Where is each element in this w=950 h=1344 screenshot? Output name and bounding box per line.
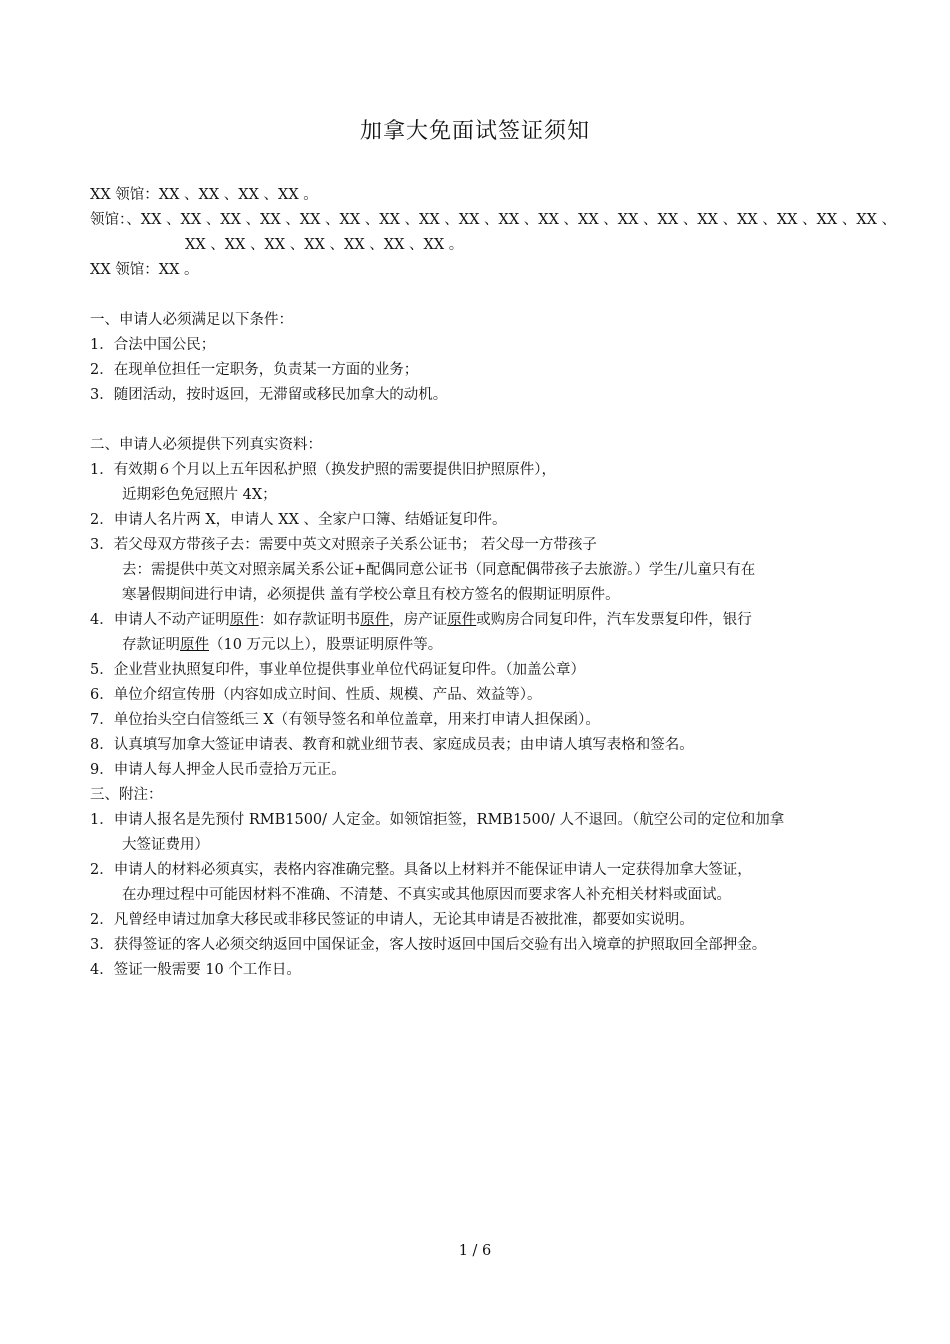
consulate-line: XX 领馆：XX 、XX 、XX 、XX 。	[90, 187, 318, 203]
list-item-continuation: 大签证费用）	[122, 837, 209, 853]
list-item: 2．申请人的材料必须真实，表格内容准确完整。具备以上材料并不能保证申请人一定获得加拿大签证，	[90, 862, 752, 878]
list-item-continuation: 寒暑假期间进行申请，必须提供 盖有学校公章且有校方签名的假期证明原件。	[122, 587, 620, 603]
list-item: 7．单位抬头空白信签纸三 X（有领导签名和单位盖章，用来打申请人担保函）。	[90, 712, 600, 728]
list-item-continuation: 去：需提供中英文对照亲属关系公证+配偶同意公证书（同意配偶带孩子去旅游。）学生/儿童只有在	[122, 562, 756, 578]
list-item: 8．认真填写加拿大签证申请表、教育和就业细节表、家庭成员表；由申请人填写表格和签名。	[90, 737, 694, 753]
list-item: 1．有效期６个月以上五年因私护照（换发护照的需要提供旧护照原件），	[90, 462, 556, 478]
list-item-continuation: 近期彩色免冠照片 4X；	[122, 487, 277, 503]
consulate-line: XX 、XX 、XX 、XX 、XX 、XX 、XX 。	[185, 237, 464, 253]
list-item-continuation	[90, 633, 870, 658]
list-item: 1．合法中国公民；	[90, 337, 216, 353]
list-item: 5．企业营业执照复印件，事业单位提供事业单位代码证复印件。（加盖公章）	[90, 662, 585, 678]
underlined-text: 原件	[447, 612, 477, 628]
list-item: 2．凡曾经申请过加拿大移民或非移民签证的申请人，无论其申请是否被批准，都要如实说明。	[90, 912, 694, 928]
underlined-text: 原件	[229, 612, 259, 628]
section-heading: 三、附注：	[90, 787, 163, 803]
list-item: 2．在现单位担任一定职务，负责某一方面的业务；	[90, 362, 419, 378]
text-run: 4．申请人不动产证明	[90, 612, 230, 628]
list-item: 2．申请人名片两 X，申请人 XX 、全家户口簿、结婚证复印件。	[90, 512, 507, 528]
text-run: ：如存款证明书	[258, 612, 361, 628]
page-number: 1 / 6	[458, 1243, 492, 1259]
list-item: 3．若父母双方带孩子去：需要中英文对照亲子关系公证书； 若父母一方带孩子	[90, 537, 597, 553]
consulate-line: 领馆：、XX 、XX 、XX 、XX 、XX 、XX 、XX 、XX 、XX 、XX 、XX 、XX 、XX 、XX 、XX 、XX 、XX 、XX 、XX 、	[90, 212, 897, 228]
list-item	[90, 608, 870, 633]
list-item-continuation: 在办理过程中可能因材料不准确、不清楚、不真实或其他原因而要求客人补充相关材料或面试。	[122, 887, 731, 903]
text-run: （10 万元以上），股票证明原件等。	[209, 637, 443, 653]
list-item: 3．随团活动，按时返回，无滞留或移民加拿大的动机。	[90, 387, 448, 403]
list-item: 6．单位介绍宣传册（内容如成立时间、性质、规模、产品、效益等）。	[90, 687, 542, 703]
section-heading: 一、申请人必须满足以下条件：	[90, 312, 293, 328]
list-item: 9．申请人每人押金人民币壹拾万元正。	[90, 762, 346, 778]
underlined-text: 原件	[180, 637, 209, 653]
text-run: 存款证明	[122, 637, 180, 653]
document-body	[90, 183, 897, 983]
underlined-text: 原件	[360, 612, 390, 628]
page-title: 加拿大免面试签证须知	[359, 119, 590, 144]
list-item: 1．申请人报名是先预付 RMB1500/ 人定金。如领馆拒签，RMB1500/ 人不退回。（航空公司的定位和加拿	[90, 812, 785, 828]
text-run: 或购房合同复印件，汽车发票复印件，银行	[476, 612, 752, 628]
list-item: 4．签证一般需要 10 个工作日。	[90, 962, 301, 978]
section-heading: 二、申请人必须提供下列真实资料：	[90, 437, 322, 453]
consulate-line: XX 领馆：XX 。	[90, 262, 199, 278]
text-run: ，房产证	[389, 612, 448, 628]
list-item: 3．获得签证的客人必须交纳返回中国保证金，客人按时返回中国后交验有出入境章的护照取回全部押金。	[90, 937, 767, 953]
